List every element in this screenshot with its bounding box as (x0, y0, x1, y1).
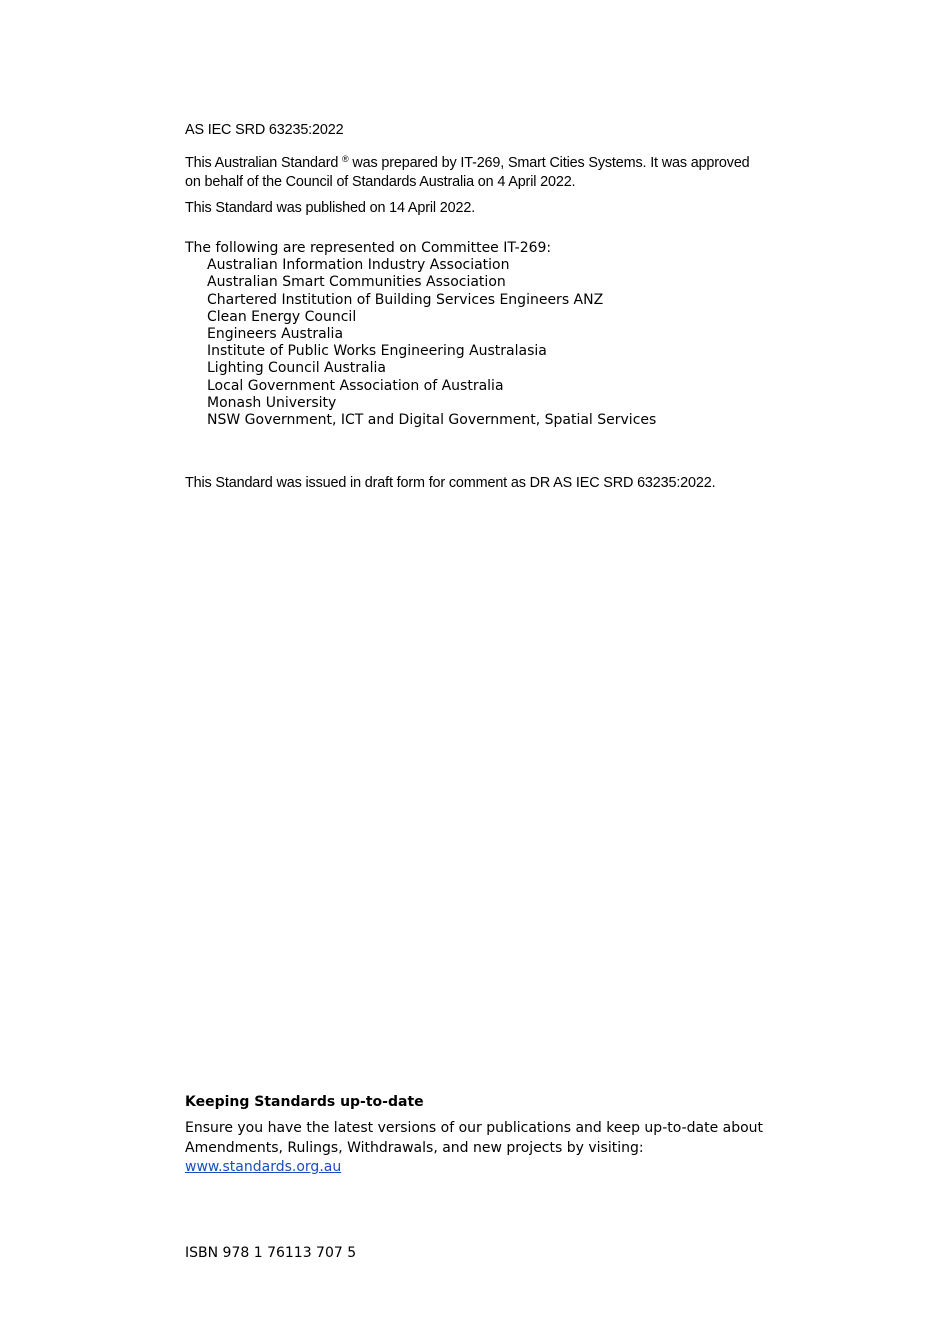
document-id: AS IEC SRD 63235:2022 (185, 122, 344, 138)
isbn: ISBN 978 1 76113 707 5 (185, 1245, 357, 1261)
keeping-up-to-date-body (185, 1119, 763, 1178)
committee-member: Australian Smart Communities Association (207, 274, 506, 291)
standards-website-link[interactable]: www.standards.org.au (185, 1159, 342, 1175)
committee-member: Australian Information Industry Association (207, 257, 510, 274)
committee-member: NSW Government, ICT and Digital Government, Spatial Services (207, 412, 657, 429)
approval-line-1 (185, 154, 750, 173)
draft-note: This Standard was issued in draft form for comment as DR AS IEC SRD 63235:2022. (185, 475, 716, 491)
keeping-line-1: Ensure you have the latest versions of our publications and keep up-to-date about (185, 1120, 764, 1136)
committee-heading: The following are represented on Committee IT-269: (185, 240, 552, 256)
registered-mark: ® (342, 154, 349, 164)
approval-line-2: on behalf of the Council of Standards Australia on 4 April 2022. (185, 174, 576, 190)
approval-statement (185, 154, 750, 192)
committee-member: Chartered Institution of Building Services Engineers ANZ (207, 291, 604, 308)
committee-member: Institute of Public Works Engineering Australasia (207, 343, 547, 360)
keeping-line-2: Amendments, Rulings, Withdrawals, and new projects by visiting: (185, 1139, 644, 1156)
committee-member: Engineers Australia (207, 326, 344, 343)
published-statement: This Standard was published on 14 April 2022. (185, 200, 476, 216)
committee-member-list (185, 257, 656, 429)
committee-section (185, 240, 656, 429)
committee-member: Local Government Association of Australia (207, 377, 504, 394)
committee-member: Monash University (207, 394, 337, 411)
committee-member: Clean Energy Council (207, 308, 357, 325)
keeping-up-to-date-heading: Keeping Standards up-to-date (185, 1094, 424, 1110)
committee-member: Lighting Council Australia (207, 360, 386, 377)
approval-line-1-end: was prepared by IT-269, Smart Cities Systems. It was approved (348, 155, 750, 171)
approval-line-1-start: This Australian Standard (185, 155, 343, 171)
